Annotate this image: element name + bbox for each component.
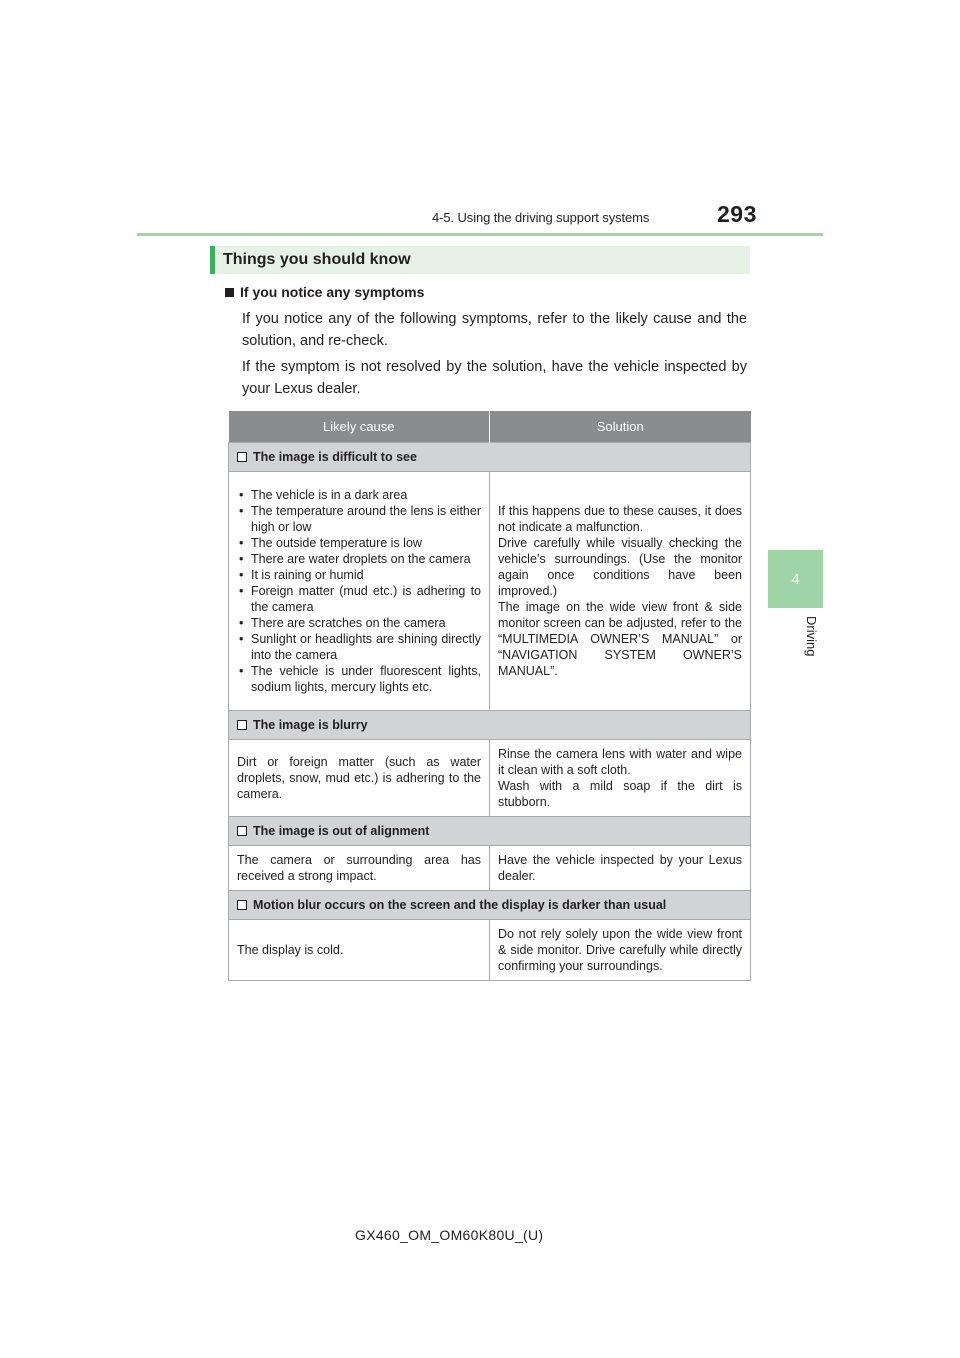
group-title: The image is out of alignment: [253, 824, 430, 838]
list-item: • The outside temperature is low: [237, 535, 481, 551]
group-title-cell: [229, 443, 751, 472]
group-row: [229, 817, 751, 846]
cause-cell: The camera or surrounding area has received a strong impact.: [229, 846, 490, 891]
square-bullet-icon: [225, 288, 234, 297]
checkbox-icon: [237, 900, 247, 910]
subheading: [225, 284, 424, 300]
solution-cell: Have the vehicle inspected by your Lexus dealer.: [490, 846, 751, 891]
group-row: [229, 443, 751, 472]
symptom-table: [228, 411, 751, 981]
checkbox-icon: [237, 720, 247, 730]
list-item: • There are water droplets on the camera: [237, 551, 481, 567]
table-row: [229, 846, 751, 891]
table-row: [229, 920, 751, 981]
list-item: • There are scratches on the camera: [237, 615, 481, 631]
group-row: [229, 891, 751, 920]
chapter-label: Driving: [804, 616, 819, 657]
group-title: The image is blurry: [253, 718, 368, 732]
chapter-number: 4: [791, 570, 800, 588]
paragraph: If you notice any of the following symptoms, refer to the likely cause and the solution, and re-check.: [242, 311, 747, 349]
page-number: 293: [717, 201, 757, 227]
solution-cell: If this happens due to these causes, it does not indicate a malfunction. Drive carefully while visually checking the vehicle’s surroundings. (Use the monitor again once conditions have been improved.) The image on the wide view front & side monitor screen can be adjusted, refer to the “MULTIMEDIA OWNER’S MANUAL” or “NAVIGATION SYSTEM OWNER’S MANUAL”.: [490, 472, 751, 711]
list-item: • Sunlight or headlights are shining directly into the camera: [237, 631, 481, 663]
column-header-likely-cause: Likely cause: [229, 411, 490, 443]
cause-cell: [229, 472, 490, 711]
table-row: [229, 472, 751, 711]
document-code: GX460_OM_OM60K80U_(U): [355, 1227, 544, 1243]
running-header-title: 4-5. Using the driving support systems: [432, 210, 650, 225]
section-title: Things you should know: [223, 251, 411, 268]
column-header-solution: Solution: [490, 411, 751, 443]
list-item: • Foreign matter (mud etc.) is adhering to the camera: [237, 583, 481, 615]
section-header: [210, 246, 750, 274]
group-title-cell: [229, 891, 751, 920]
header-rule: [137, 233, 823, 236]
paragraph: If the symptom is not resolved by the solution, have the vehicle inspected by your Lexus dealer.: [242, 359, 747, 397]
solution-cell: Do not rely solely upon the wide view front & side monitor. Drive carefully while directly confirming your surroundings.: [490, 920, 751, 981]
solution-cell: Rinse the camera lens with water and wipe it clean with a soft cloth. Wash with a mild soap if the dirt is stubborn.: [490, 740, 751, 817]
table-header-row: [229, 411, 751, 443]
group-title-cell: [229, 711, 751, 740]
list-item: • The temperature around the lens is either high or low: [237, 503, 481, 535]
group-row: [229, 711, 751, 740]
list-item: • It is raining or humid: [237, 567, 481, 583]
cause-cell: The display is cold.: [229, 920, 490, 981]
table-row: [229, 740, 751, 817]
cause-list: [237, 487, 481, 695]
cause-cell: Dirt or foreign matter (such as water droplets, snow, mud etc.) is adhering to the camera.: [229, 740, 490, 817]
group-title: Motion blur occurs on the screen and the display is darker than usual: [253, 898, 667, 912]
list-item: • The vehicle is in a dark area: [237, 487, 481, 503]
group-title: The image is difficult to see: [253, 450, 417, 464]
subheading-text: If you notice any symptoms: [240, 284, 425, 300]
group-title-cell: [229, 817, 751, 846]
list-item: • The vehicle is under fluorescent lights, sodium lights, mercury lights etc.: [237, 663, 481, 695]
checkbox-icon: [237, 826, 247, 836]
checkbox-icon: [237, 452, 247, 462]
chapter-tab: [768, 550, 823, 608]
